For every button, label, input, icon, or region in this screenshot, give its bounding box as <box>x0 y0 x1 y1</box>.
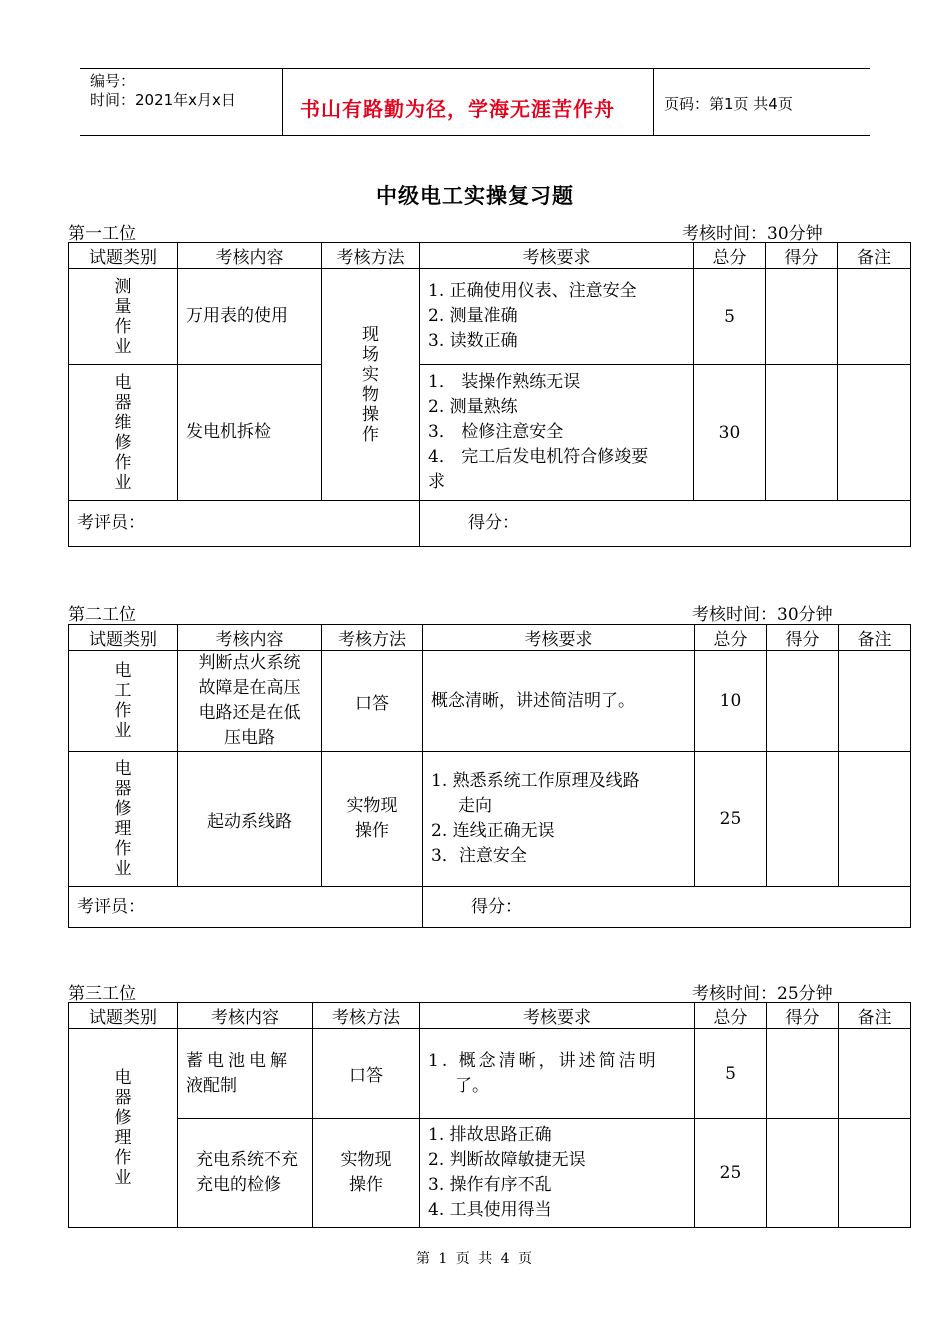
content-line: 压电路 <box>224 728 275 748</box>
method-line: 操作 <box>349 1175 383 1195</box>
method-line: 操作 <box>355 821 389 841</box>
s2-row2-requirements <box>423 752 695 887</box>
s2-row1-got <box>767 651 839 752</box>
req-line: 1． 装操作熟练无误 <box>428 372 581 392</box>
station2-name: 第二工位 <box>68 605 136 625</box>
req-line: 3. 读数正确 <box>428 331 518 351</box>
col-header-remark: 备注 <box>839 1003 911 1029</box>
req-line: 1. 熟悉系统工作原理及线路 <box>431 771 640 791</box>
station2-table <box>68 624 911 928</box>
req-line: 走向 <box>431 796 493 816</box>
header-number: 编号： <box>90 72 136 90</box>
content-line: 故障是在高压 <box>198 678 301 698</box>
s3-row1-got <box>767 1029 839 1119</box>
s3-row1-requirements <box>420 1029 695 1119</box>
s1-row1-score: 5 <box>694 269 766 365</box>
req-line: 3. 操作有序不乱 <box>428 1175 552 1195</box>
s2-row1-remark <box>839 651 911 752</box>
s1-got-total: 得分： <box>420 501 911 547</box>
s1-row1-remark <box>838 269 911 365</box>
req-line: 1. 概念清晰，讲述简洁明 <box>428 1050 659 1071</box>
col-header-total: 总分 <box>695 1003 767 1029</box>
header-page: 页码：第1页 共4页 <box>664 95 793 113</box>
col-header-content: 考核内容 <box>178 625 322 651</box>
s2-row2-remark <box>839 752 911 887</box>
s3-row2-score: 25 <box>695 1119 767 1228</box>
col-header-remark: 备注 <box>839 625 911 651</box>
col-header-category: 试题类别 <box>69 1003 178 1029</box>
s3-row2-method <box>313 1119 420 1228</box>
s3-row1-score: 5 <box>695 1029 767 1119</box>
req-line: 2. 测量准确 <box>428 306 518 326</box>
header-date: 时间：2021年x月x日 <box>90 91 236 109</box>
col-header-category: 试题类别 <box>69 625 178 651</box>
req-line: 3． 检修注意安全 <box>428 422 564 442</box>
content-line: 液配制 <box>186 1075 237 1096</box>
s1-examiner: 考评员： <box>69 501 420 547</box>
col-header-content: 考核内容 <box>178 243 322 269</box>
req-line: 求 <box>428 472 445 492</box>
col-header-remark: 备注 <box>838 243 911 269</box>
s3-row2-got <box>767 1119 839 1228</box>
content-line: 判断点火系统 <box>198 653 301 673</box>
col-header-method: 考核方法 <box>322 243 420 269</box>
s1-method: 现 场 实 物 操 作 <box>322 269 420 501</box>
station3-table <box>68 1002 911 1228</box>
s3-row1-content <box>178 1029 313 1119</box>
s3-row1-remark <box>839 1029 911 1119</box>
col-header-requirements: 考核要求 <box>423 625 695 651</box>
col-header-total: 总分 <box>695 625 767 651</box>
col-header-method: 考核方法 <box>322 625 423 651</box>
req-line: 1. 排故思路正确 <box>428 1125 552 1145</box>
s2-got-total: 得分： <box>423 887 911 928</box>
col-header-requirements: 考核要求 <box>420 1003 695 1029</box>
s2-row2-got <box>767 752 839 887</box>
s2-row2-content: 起动系线路 <box>178 752 322 887</box>
col-header-total: 总分 <box>694 243 766 269</box>
s1-row2-score: 30 <box>694 365 766 501</box>
station3-time: 考核时间：25分钟 <box>692 984 833 1004</box>
col-header-got: 得分 <box>767 625 839 651</box>
s1-row2-remark <box>838 365 911 501</box>
req-line: 2. 判断故障敏捷无误 <box>428 1150 586 1170</box>
content-line: 蓄电池电解 <box>186 1050 291 1071</box>
header-motto: 书山有路勤为径，学海无涯苦作舟 <box>300 97 615 121</box>
req-line: 2. 连线正确无误 <box>431 821 555 841</box>
header-top-rule <box>80 68 870 69</box>
s1-row2-requirements <box>420 365 694 501</box>
header-divider-left <box>282 68 283 136</box>
s1-row1-got <box>766 269 838 365</box>
station3-name: 第三工位 <box>68 984 136 1004</box>
req-line: 4． 完工后发电机符合修竣要 <box>428 447 649 467</box>
method-line: 实物现 <box>340 1150 392 1170</box>
s2-row2-method <box>322 752 423 887</box>
header-bottom-rule <box>80 135 870 136</box>
s3-category: 电 器 修 理 作 业 <box>69 1029 178 1228</box>
s2-row1-score: 10 <box>695 651 767 752</box>
s2-row1-method: 口答 <box>322 651 423 752</box>
col-header-category: 试题类别 <box>69 243 178 269</box>
s1-row1-category: 测 量 作 业 <box>69 269 178 365</box>
s2-row1-content <box>178 651 322 752</box>
col-header-content: 考核内容 <box>178 1003 313 1029</box>
s1-row2-category: 电 器 维 修 作 业 <box>69 365 178 501</box>
s1-row2-content: 发电机拆检 <box>178 365 322 501</box>
content-line: 充电的检修 <box>196 1175 281 1195</box>
s2-row2-category: 电 器 修 理 作 业 <box>69 752 178 887</box>
content-line: 电路还是在低 <box>198 703 301 723</box>
s3-row2-remark <box>839 1119 911 1228</box>
req-line: 2. 测量熟练 <box>428 397 518 417</box>
col-header-requirements: 考核要求 <box>420 243 694 269</box>
req-line: 4. 工具使用得当 <box>428 1200 552 1220</box>
header-divider-right <box>653 68 654 136</box>
page-footer: 第 1 页 共 4 页 <box>415 1251 535 1267</box>
document-title: 中级电工实操复习题 <box>376 183 574 208</box>
s3-row1-method: 口答 <box>313 1029 420 1119</box>
req-line: 了。 <box>428 1075 490 1096</box>
req-line: 1. 正确使用仪表、注意安全 <box>428 281 637 301</box>
s2-row1-category: 电 工 作 业 <box>69 651 178 752</box>
s2-row1-requirements: 概念清晰，讲述简洁明了。 <box>423 651 695 752</box>
col-header-got: 得分 <box>766 243 838 269</box>
method-line: 实物现 <box>346 796 398 816</box>
s1-row2-got <box>766 365 838 501</box>
station1-time: 考核时间：30分钟 <box>682 224 823 244</box>
station2-time: 考核时间：30分钟 <box>692 605 833 625</box>
station1-name: 第一工位 <box>68 224 136 244</box>
s3-row2-requirements <box>420 1119 695 1228</box>
station1-table <box>68 242 911 547</box>
col-header-got: 得分 <box>767 1003 839 1029</box>
s2-row2-score: 25 <box>695 752 767 887</box>
col-header-method: 考核方法 <box>313 1003 420 1029</box>
content-line: 充电系统不充 <box>196 1150 298 1170</box>
s3-row2-content <box>178 1119 313 1228</box>
s1-row1-requirements <box>420 269 694 365</box>
s1-row1-content: 万用表的使用 <box>178 269 322 365</box>
req-line: 3．注意安全 <box>431 846 527 866</box>
s2-examiner: 考评员： <box>69 887 423 928</box>
